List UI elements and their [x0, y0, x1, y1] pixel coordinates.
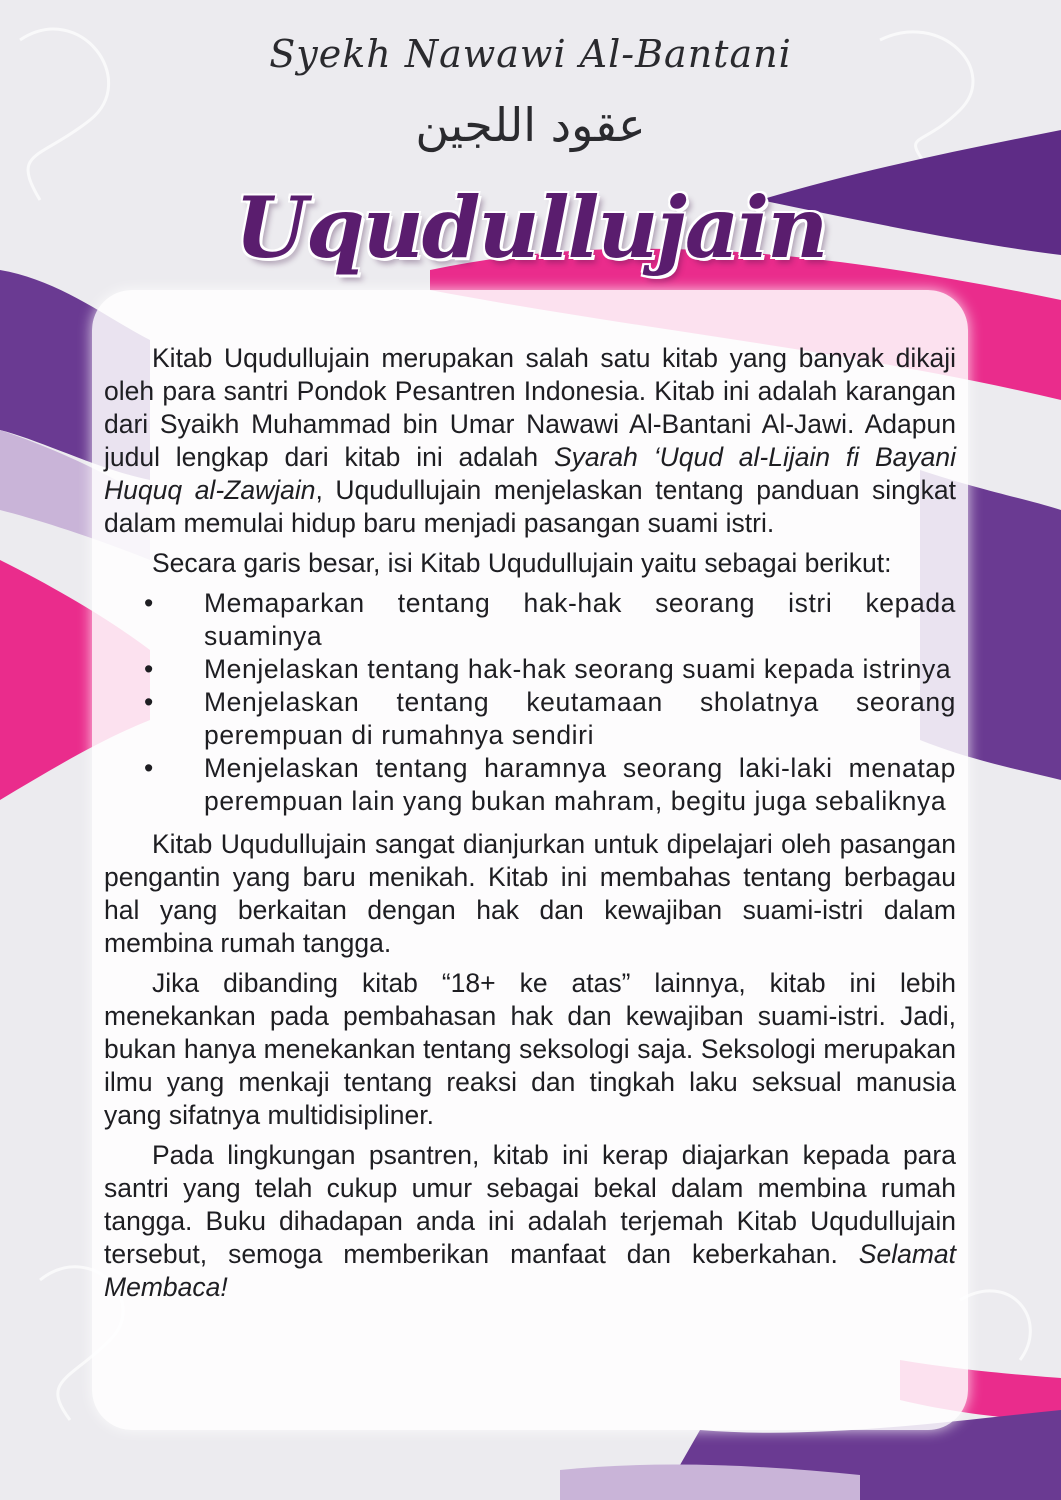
list-item-text: Menjelaskan tentang hak-hak seorang suami kepada istrinya [204, 654, 952, 684]
list-item-text: Menjelaskan tentang keutamaan sholatnya seorang perempuan di rumahnya sendiri [204, 687, 956, 750]
intro-text: Kitab Uqudullujain merupakan salah satu kitab yang banyak dikaji oleh para santri Pondok Pesantren Indonesia. Kitab ini adalah karangan dari Syaikh Muhammad bin Umar Nawawi Al-Bantani Al-Jawi. Adapun judul lengkap dari kitab ini adalah [104, 343, 956, 472]
list-item-text: Menjelaskan tentang haramnya seorang laki-laki menatap perempuan lain yang bukan mahram, begitu juga sebaliknya [204, 753, 956, 816]
list-item [104, 653, 956, 686]
full-book-title: Syarah ‘Uqud al-Lijain fi Bayani Huquq al-Zawjain [104, 442, 956, 505]
body-text [104, 342, 956, 1311]
book-title: Uqudullujain [234, 178, 827, 277]
paragraph-intro [104, 342, 956, 540]
intro-text-end: , Uqudullujain menjelaskan tentang panduan singkat dalam memulai hidup baru menjadi pasangan suami istri. [104, 475, 956, 538]
arabic-title: عقود اللجين [415, 98, 646, 152]
list-item-text: Memaparkan tentang hak-hak seorang istri kepada suaminya [204, 588, 956, 651]
list-item [104, 752, 956, 818]
paragraph-closing [104, 1139, 956, 1304]
bullet: • [144, 687, 154, 717]
list-item [104, 686, 956, 752]
contents-list [104, 587, 956, 818]
list-item [104, 587, 956, 653]
bullet: • [144, 654, 154, 684]
paragraph-recommendation: Kitab Uqudullujain sangat dianjurkan untuk dipelajari oleh pasangan pengantin yang baru menikah. Kitab ini membahas tentang berbagau hal yang berkaitan dengan hak dan kewajiban suami-istri dalam membina rumah tangga. [104, 829, 956, 958]
paragraph-comparison: Jika dibanding kitab “18+ ke atas” lainnya, kitab ini lebih menekankan pada pembahasan hak dan kewajiban suami-istri. Jadi, bukan hanya menekankan tentang seksologi saja. Seksologi merupakan ilmu yang menkaji tentang reaksi dan tingkah laku seksual manusia yang sifatnya multidisipliner. [104, 968, 956, 1130]
bullet: • [144, 588, 154, 618]
author-name: Syekh Nawawi Al-Bantani [269, 32, 792, 76]
bullet: • [144, 753, 154, 783]
closing-text: Pada lingkungan psantren, kitab ini kerap diajarkan kepada para santri yang telah cukup umur sebagai bekal dalam membina rumah tangga. Buku dihadapan anda ini adalah terjemah Kitab Uqudullujain tersebut, semoga memberikan manfaat dan keberkahan. [104, 1140, 956, 1269]
closing-greeting: Selamat Membaca! [104, 1239, 956, 1302]
paragraph-contents-intro: Secara garis besar, isi Kitab Uqudullujain yaitu sebagai berikut: [152, 548, 892, 578]
